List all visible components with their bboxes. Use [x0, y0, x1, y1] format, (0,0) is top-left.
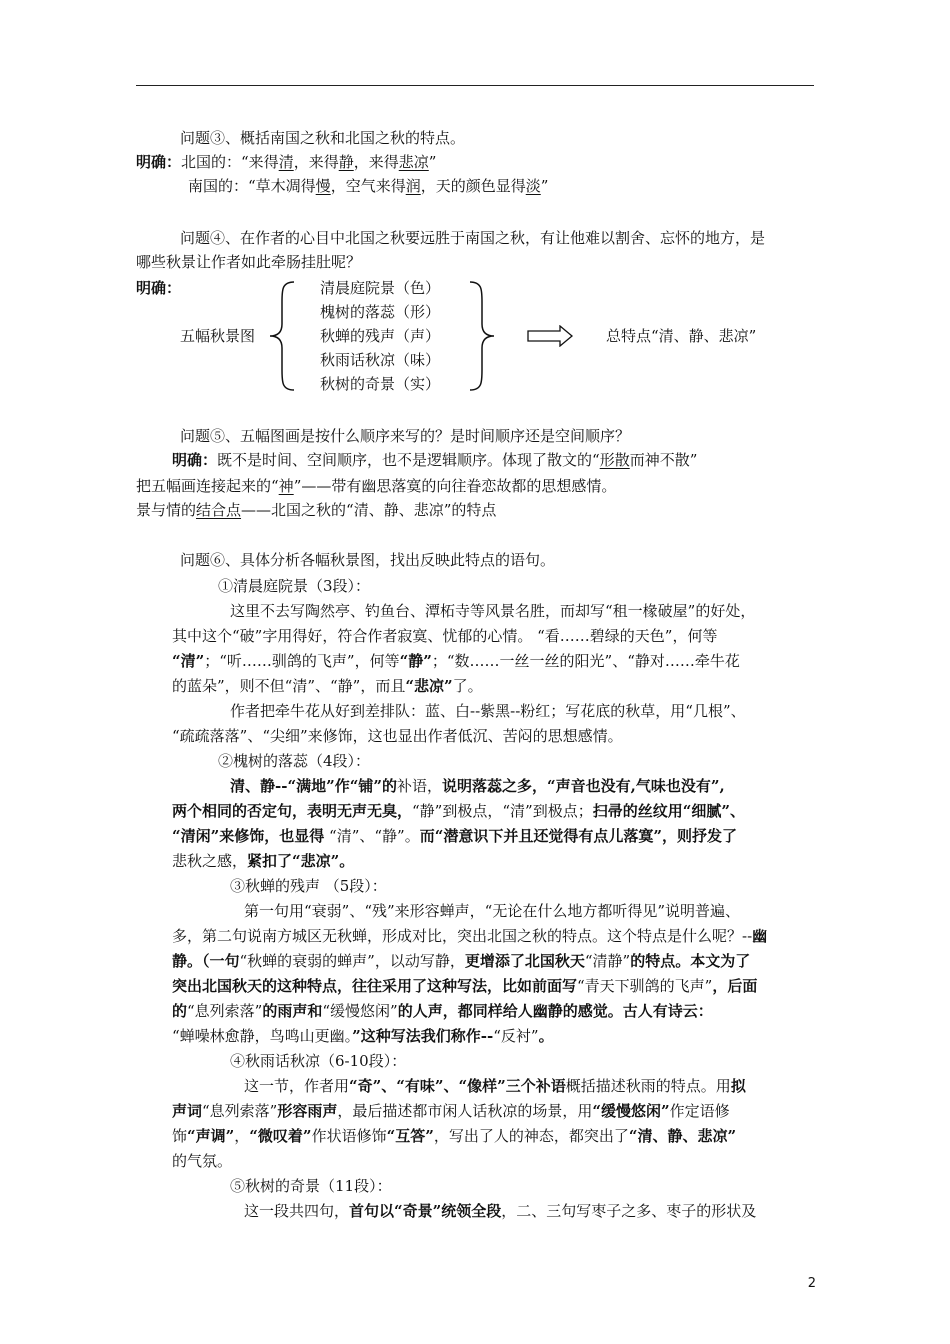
q3-label: 明确：: [136, 153, 182, 171]
header-rule: [136, 85, 814, 86]
s4-line: 的气氛。: [172, 1152, 233, 1170]
right-arrow-icon: [526, 325, 574, 347]
s1-line: 这里不去写陶然亭、钓鱼台、潭柘寺等风景名胜，而却写“租一椽破屋”的好处，: [230, 602, 756, 620]
section-3-heading: ③秋蝉的残声 （5段）：: [230, 877, 387, 895]
page-number: 2: [807, 1276, 816, 1291]
q3-answer-south: 南国的：“草木凋得慢，空气来得润，天的颜色显得淡”: [188, 177, 549, 195]
left-brace-icon: [268, 280, 296, 392]
q4-item: 秋树的奇景（实）: [320, 375, 441, 393]
s1-line: 其中这个“破”字用得好，符合作者寂寞、忧郁的心情。 “看……碧绿的天色”，何等: [172, 627, 718, 645]
s3-line: 静。（一句“秋蝉的衰弱的蝉声”，以动写静，更增添了北国秋天“清静”的特点。本文为了: [172, 952, 751, 970]
q4-item: 清晨庭院景（色）: [320, 279, 441, 297]
s3-line: 的“息列索落”的雨声和“缓慢悠闲”的人声，都同样给人幽静的感觉。古人有诗云：: [172, 1002, 713, 1020]
s1-line: 作者把牵牛花从好到差排队：蓝、白--紫黑--粉红；写花底的秋草，用“几根”、: [230, 702, 746, 720]
q4-item: 槐树的落蕊（形）: [320, 303, 441, 321]
q4-title-line2: 哪些秋景让作者如此牵肠挂肚呢？: [136, 253, 362, 271]
q4-label: 明确：: [136, 279, 182, 297]
s2-line: 两个相同的否定句，表明无声无臭，“静”到极点，“清”到极点；扫帚的丝纹用“细腻”、: [172, 802, 745, 820]
section-2-heading: ②槐树的落蕊（4段）：: [218, 752, 371, 770]
s2-line: 悲秋之感，紧扣了“悲凉”。: [172, 852, 355, 870]
s4-line: 声词“息列索落”形容雨声，最后描述都市闲人话秋凉的场景，用“缓慢悠闲”作定语修: [172, 1102, 730, 1120]
s3-line: “蝉噪林愈静，鸟鸣山更幽。”这种写法我们称作--“反衬”。: [172, 1027, 554, 1045]
q5-title: 问题⑤、五幅图画是按什么顺序来写的？是时间顺序还是空间顺序？: [180, 427, 631, 445]
s2-line: “清闲”来修饰，也显得 “清”、“静”。而“潜意识下并且还觉得有点儿落寞”，则抒发了: [172, 827, 737, 845]
q3-answer-north: 明确：北国的：“来得清，来得静，来得悲凉”: [136, 153, 437, 171]
s1-line: 的蓝朵”，则不但“清”、“静”，而且“悲凉”了。: [172, 677, 483, 695]
q5-answer-line1: 明确：既不是时间、空间顺序，也不是逻辑顺序。体现了散文的“形散而神不散”: [172, 451, 698, 469]
section-1-heading: ①清晨庭院景（3段）：: [218, 577, 371, 595]
q4-title-line1: 问题④、在作者的心目中北国之秋要远胜于南国之秋，有让他难以割舍、忘怀的地方，是: [180, 229, 766, 247]
s4-line: 这一节，作者用“奇”、“有味”、“像样”三个补语概括描述秋雨的特点。用拟: [244, 1077, 746, 1095]
q5-answer-line3: 景与情的结合点——北国之秋的“清、静、悲凉”的特点: [136, 501, 497, 519]
s3-line: 第一句用“衰弱”、“残”来形容蝉声，“无论在什么地方都听得见”说明普遍、: [244, 902, 741, 920]
q5-answer-line2: 把五幅画连接起来的“神”——带有幽思落寞的向往眷恋故都的思想感情。: [136, 477, 617, 495]
s1-line: “疏疏落落”、“尖细”来修饰，这也显出作者低沉、苦闷的思想感情。: [172, 727, 623, 745]
s2-line: 清、静--“满地”作“铺”的补语，说明落蕊之多，“声音也没有,气味也没有”,: [230, 777, 725, 795]
s3-line: 多，第二句说南方城区无秋蝉，形成对比，突出北国之秋的特点。这个特点是什么呢？--幽: [172, 927, 768, 945]
s4-line: 饰“声调”，“微叹着”作状语修饰“互答”，写出了人的神态，都突出了“清、静、悲凉”: [172, 1127, 737, 1145]
s5-line: 这一段共四句，首句以“奇景”统领全段，二、三句写枣子之多、枣子的形状及: [244, 1202, 757, 1220]
right-brace-icon: [468, 280, 496, 392]
section-5-heading: ⑤秋树的奇景（11段）：: [230, 1177, 392, 1195]
q4-item: 秋雨话秋凉（味）: [320, 351, 441, 369]
s1-line: “清”；“听……驯鸽的飞声”，何等“静”；“数……一丝一丝的阳光”、“静对……牵牛花: [172, 652, 740, 670]
q4-item: 秋蝉的残声（声）: [320, 327, 441, 345]
q4-summary: 总特点“清、静、悲凉”: [606, 327, 757, 345]
q5-label: 明确：: [172, 451, 218, 469]
q4-diagram-left-label: 五幅秋景图: [180, 327, 256, 345]
section-4-heading: ④秋雨话秋凉（6-10段）：: [230, 1052, 407, 1070]
q3-title: 问题③、概括南国之秋和北国之秋的特点。: [180, 129, 466, 147]
q6-title: 问题⑥、具体分析各幅秋景图，找出反映此特点的语句。: [180, 551, 556, 569]
s3-line: 突出北国秋天的这种特点，往往采用了这种写法，比如前面写“青天下驯鸽的飞声”，后面: [172, 977, 758, 995]
